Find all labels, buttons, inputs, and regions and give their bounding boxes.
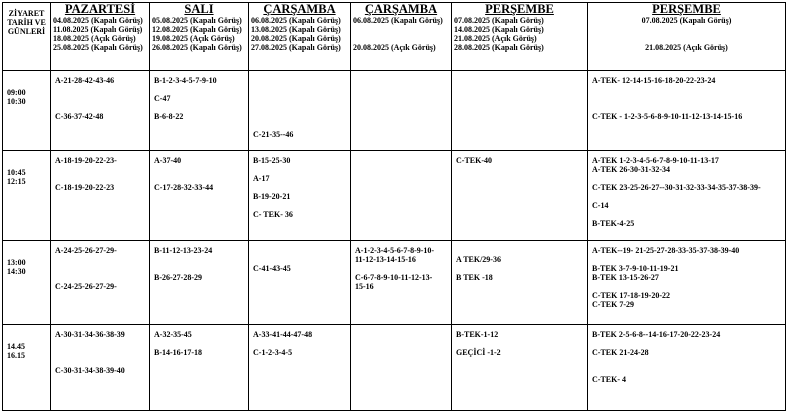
- visit-group-entry: A-TEK- 12-14-15-16-18-20-22-23-24: [592, 76, 716, 85]
- day-date: 25.08.2025 (Kapalı Görüş): [53, 43, 143, 52]
- header-line: TARİH VE: [7, 18, 46, 27]
- day-date: 18.08.2025 (Açık Görüş): [53, 34, 136, 43]
- schedule-cell: [452, 325, 588, 411]
- schedule-cell: [588, 71, 786, 151]
- visit-group-entry: B-19-20-21: [253, 192, 291, 201]
- visit-group-entry: A-37-40: [154, 156, 182, 165]
- day-name: SALI: [184, 2, 214, 16]
- visit-group-entry: C-14: [592, 201, 609, 210]
- visit-group-entry: A-TEK 26-30-31-32-34: [592, 165, 670, 174]
- schedule-cell: [452, 241, 588, 325]
- time-value: 10:45: [7, 168, 26, 177]
- visit-schedule-table: [2, 2, 786, 411]
- visit-group-entry: A-1-2-3-4-5-6-7-8-9-10-: [355, 246, 435, 255]
- day-date: 06.08.2025 (Kapalı Görüş): [251, 16, 341, 25]
- visit-group-entry: B-TEK-4-25: [592, 219, 635, 228]
- visit-group-entry: A-30-31-34-36-38-39: [55, 330, 125, 339]
- day-date: 21.08.2025 (Açık Görüş): [645, 43, 728, 52]
- day-date: 07.08.2025 (Kapalı Görüş): [454, 16, 544, 25]
- schedule-cell: [150, 151, 249, 241]
- visit-group-entry: B-6-8-22: [154, 112, 184, 121]
- day-date: [351, 25, 451, 34]
- visit-group-entry: 15-16: [355, 282, 374, 291]
- header-line: ZİYARET: [8, 9, 45, 18]
- header-wednesday-open: [351, 3, 452, 71]
- day-date: 07.08.2025 (Kapalı Görüş): [641, 16, 732, 25]
- schedule-cell: [351, 241, 452, 325]
- day-date: 11.08.2025 (Kapalı Görüş): [53, 25, 143, 34]
- schedule-cell: [150, 241, 249, 325]
- day-date: 05.08.2025 (Kapalı Görüş): [152, 16, 242, 25]
- day-date: 06.08.2025 (Kapalı Görüş): [353, 16, 443, 25]
- schedule-cell: [150, 71, 249, 151]
- time-slot-row: [3, 325, 786, 411]
- visit-group-entry: A-TEK--19- 21-25-27-28-33-35-37-38-39-40: [592, 246, 740, 255]
- day-date: 04.08.2025 (Kapalı Görüş): [53, 16, 143, 25]
- visit-group-entry: GEÇİCİ -1-2: [456, 348, 501, 357]
- visit-group-entry: A-TEK 1-2-3-4-5-6-7-8-9-10-11-13-17: [592, 156, 719, 165]
- visit-group-entry: B-TEK 13-15-26-27: [592, 273, 659, 282]
- visit-group-entry: C-21-35--46: [253, 130, 294, 139]
- day-date: 20.08.2025 (Kapalı Görüş): [251, 34, 341, 43]
- visit-group-entry: C-6-7-8-9-10-11-12-13-: [355, 273, 433, 282]
- visit-group-entry: C-41-43-45: [253, 264, 291, 273]
- schedule-cell: [452, 71, 588, 151]
- visit-group-entry: C-24-25-26-27-29-: [55, 282, 117, 291]
- visit-group-entry: 11-12-13-14-15-16: [355, 255, 416, 264]
- time-value: 16.15: [7, 351, 25, 360]
- schedule-cell: [351, 151, 452, 241]
- schedule-cell: [249, 151, 351, 241]
- header-tuesday: [150, 3, 249, 71]
- visit-group-entry: B TEK -18: [456, 273, 493, 282]
- schedule-cell: [51, 241, 150, 325]
- day-name: PERŞEMBE: [652, 2, 721, 16]
- visit-group-entry: B-14-16-17-18: [154, 348, 202, 357]
- visit-group-entry: C-TEK 23-25-26-27--30-31-32-33-34-35-37-38-39-: [592, 183, 761, 192]
- visit-group-entry: B-11-12-13-23-24: [154, 246, 213, 255]
- visit-group-entry: C-TEK 7-29: [592, 300, 634, 309]
- header-thursday: [452, 3, 588, 71]
- visit-group-entry: B-1-2-3-4-5-7-9-10: [154, 76, 217, 85]
- visit-group-entry: A-17: [253, 174, 270, 183]
- visit-group-entry: B-TEK-1-12: [456, 330, 499, 339]
- schedule-cell: [452, 151, 588, 241]
- visit-group-entry: A-18-19-20-22-23-: [55, 156, 117, 165]
- time-value: 10:30: [7, 97, 26, 106]
- header-wednesday: [249, 3, 351, 71]
- day-date: 20.08.2025 (Açık Görüş): [353, 43, 436, 52]
- time-slot-row: [3, 71, 786, 151]
- schedule-cell: [249, 241, 351, 325]
- day-name: ÇARŞAMBA: [263, 2, 336, 16]
- day-date: 26.08.2025 (Kapalı Görüş): [152, 43, 242, 52]
- day-date: 19.08.2025 (Açık Görüş): [152, 34, 235, 43]
- visit-group-entry: A-33-41-44-47-48: [253, 330, 313, 339]
- schedule-cell: [51, 151, 150, 241]
- time-value: 09:00: [7, 88, 26, 97]
- time-value: 14.45: [7, 342, 25, 351]
- header-visit-date-days: [3, 3, 51, 71]
- schedule-cell: [150, 325, 249, 411]
- visit-group-entry: C-1-2-3-4-5: [253, 348, 293, 357]
- time-slot-label: [3, 241, 51, 325]
- time-range: [3, 151, 50, 186]
- schedule-cell: [588, 325, 786, 411]
- time-slot-label: [3, 151, 51, 241]
- day-date: [351, 34, 451, 43]
- header-thursday-open: [588, 3, 786, 71]
- visit-group-entry: C-TEK 21-24-28: [592, 348, 649, 357]
- visit-group-entry: B-TEK 3-7-9-10-11-19-21: [592, 264, 679, 273]
- visit-group-entry: C-47: [154, 94, 171, 103]
- time-slot-label: [3, 71, 51, 151]
- day-date: 28.08.2025 (Kapalı Görüş): [454, 43, 544, 52]
- schedule-cell: [351, 71, 452, 151]
- visit-group-entry: C-36-37-42-48: [55, 112, 104, 121]
- time-slot-row: [3, 241, 786, 325]
- visit-group-entry: A-21-28-42-43-46: [55, 76, 115, 85]
- visit-group-entry: C-TEK- 4: [592, 375, 626, 384]
- header-monday: [51, 3, 150, 71]
- time-value: 14:30: [7, 267, 26, 276]
- time-range: [3, 241, 50, 276]
- time-value: 12:15: [7, 177, 26, 186]
- schedule-cell: [51, 325, 150, 411]
- day-date: 27.08.2025 (Kapalı Görüş): [251, 43, 341, 52]
- day-name: PAZARTESİ: [64, 2, 136, 16]
- schedule-cell: [249, 325, 351, 411]
- schedule-cell: [51, 71, 150, 151]
- schedule-cell: [588, 151, 786, 241]
- time-range: [3, 325, 50, 360]
- visit-group-entry: C-30-31-34-38-39-40: [55, 366, 125, 375]
- visit-group-entry: A TEK/29-36: [456, 255, 501, 264]
- visit-group-entry: C- TEK- 36: [253, 210, 293, 219]
- time-slot-label: [3, 325, 51, 411]
- day-date: 12.08.2025 (Kapalı Görüş): [152, 25, 242, 34]
- day-date: 21.08.2025 (Açık Görüş): [454, 34, 537, 43]
- visit-group-entry: A-32-35-45: [154, 330, 192, 339]
- time-slot-row: [3, 151, 786, 241]
- visit-group-entry: C-18-19-20-22-23: [55, 183, 115, 192]
- schedule-cell: [588, 241, 786, 325]
- day-date: [588, 25, 785, 34]
- day-date: 14.08.2025 (Kapalı Görüş): [454, 25, 544, 34]
- schedule-cell: [351, 325, 452, 411]
- time-value: 13:00: [7, 258, 26, 267]
- visit-group-entry: C-TEK - 1-2-3-5-6-8-9-10-11-12-13-14-15-16: [592, 112, 743, 121]
- visit-group-entry: A-24-25-26-27-29-: [55, 246, 117, 255]
- header-line: GÜNLERİ: [7, 27, 46, 36]
- visit-group-entry: C-17-28-32-33-44: [154, 183, 214, 192]
- time-range: [3, 71, 50, 106]
- day-date: [588, 34, 785, 43]
- day-name: ÇARŞAMBA: [364, 2, 438, 16]
- visit-group-entry: B-TEK 2-5-6-8--14-16-17-20-22-23-24: [592, 330, 721, 339]
- day-date: 13.08.2025 (Kapalı Görüş): [251, 25, 341, 34]
- visit-group-entry: B-26-27-28-29: [154, 273, 202, 282]
- visit-group-entry: C-TEK-40: [456, 156, 492, 165]
- visit-group-entry: B-15-25-30: [253, 156, 291, 165]
- visit-group-entry: C-TEK 17-18-19-20-22: [592, 291, 670, 300]
- day-name: PERŞEMBE: [485, 2, 554, 16]
- schedule-cell: [249, 71, 351, 151]
